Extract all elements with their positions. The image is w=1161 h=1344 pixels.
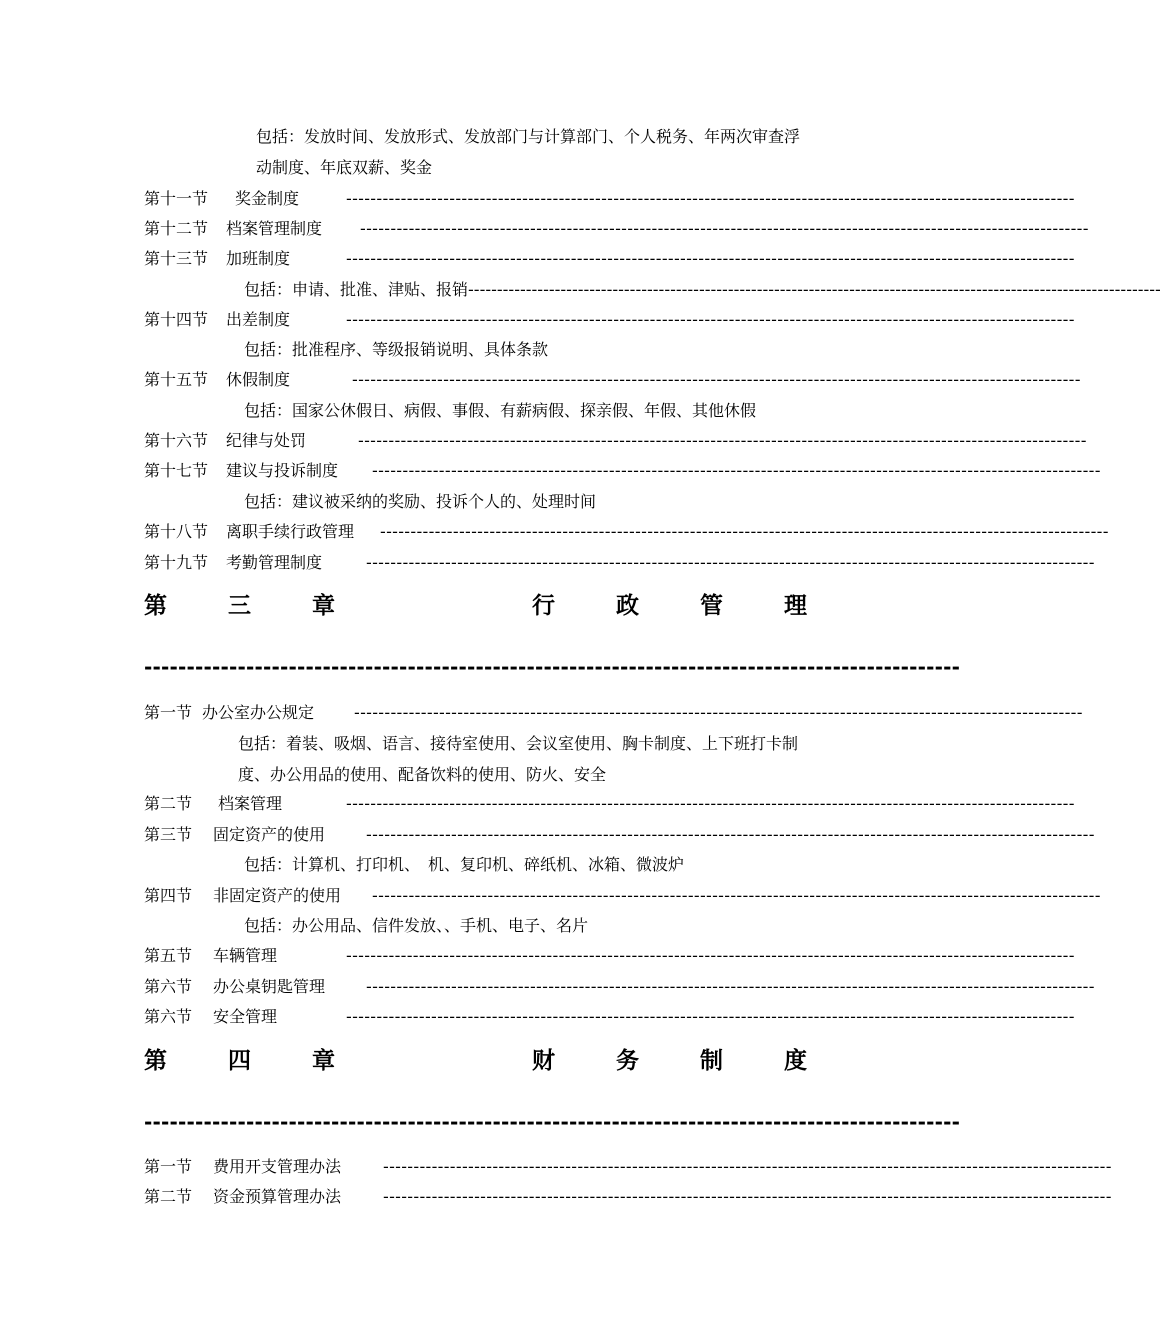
leader-dots: ------------------------------------------------------------------------------------------------------------------------ [366,977,1095,996]
section-includes [244,487,596,517]
chapter-leader-dots: ------------------------------------------------------------------------------------------------ [144,1110,961,1134]
section-title: 奖金制度 [235,189,300,208]
leader-dots: ------------------------------------------------------------------------------------------------------------------------ [372,461,1101,480]
section-number: 第五节 [144,946,193,965]
section-title: 安全管理 [213,1007,278,1026]
leader-dots: ------------------------------------------------------------------------------------------------------------------------ [383,1187,1112,1206]
section-number: 第四节 [144,886,193,905]
leader-dots: ------------------------------------------------------------------------------------------------------------------------ [383,1157,1112,1176]
leader-dots: ------------------------------------------------------------------------------------------------------------------------ [468,280,1161,299]
section-title: 离职手续行政管理 [226,522,355,541]
chapter-char: 章 [312,593,335,619]
section-number: 第十六节 [144,431,209,450]
toc-entry-s11 [0,184,1075,214]
toc-entry-s18 [0,517,1109,547]
section-title: 考勤管理制度 [226,553,323,572]
toc-entry-c3-s6b [0,1002,1075,1032]
toc-entry-c3-s6a [0,972,1095,1002]
section-number: 第十二节 [144,219,209,238]
chapter-char: 四 [228,1048,251,1074]
toc-entry-c4-s1 [0,1152,1112,1182]
section-number: 第十四节 [144,310,209,329]
section-title: 档案管理制度 [226,219,323,238]
section-number: 第一节 [144,1157,193,1176]
leader-dots: ------------------------------------------------------------------------------------------------------------------------ [366,553,1095,572]
leader-dots: ------------------------------------------------------------------------------------------------------------------------ [346,1007,1075,1026]
section-number: 第十九节 [144,553,209,572]
leader-dots: ------------------------------------------------------------------------------------------------------------------------ [346,189,1075,208]
chapter-heading [144,588,808,624]
chapter-char: 章 [312,1048,335,1074]
leader-dots: ------------------------------------------------------------------------------------------------------------------------ [352,370,1081,389]
section-title: 档案管理 [218,794,283,813]
section-includes [244,850,684,880]
toc-entry-s17 [0,456,1101,486]
toc-entry-s13 [0,244,1075,274]
leader-dots: ------------------------------------------------------------------------------------------------------------------------ [372,886,1101,905]
section-includes [244,335,548,365]
section-title: 办公室办公规定 [202,703,315,722]
toc-entry-s15 [0,365,1081,395]
leader-dots: ------------------------------------------------------------------------------------------------------------------------ [346,946,1075,965]
toc-entry-c3-s3 [0,820,1095,850]
includes-text: 包括：计算机、打印机、 机、复印机、碎纸机、冰箱、微波炉 [244,855,685,874]
section-title: 资金预算管理办法 [213,1187,342,1206]
chapter-char: 理 [784,593,807,619]
section-title: 出差制度 [226,310,291,329]
toc-entry-c3-s5 [0,941,1075,971]
section-number: 第十五节 [144,370,209,389]
section-number: 第十八节 [144,522,209,541]
section-title: 休假制度 [226,370,291,389]
chapter-char: 财 [532,1048,555,1074]
section-number: 第三节 [144,825,193,844]
section-number: 第六节 [144,1007,193,1026]
chapter-char: 三 [228,593,251,619]
chapter-char: 第 [144,593,167,619]
toc-entry-c4-s2 [0,1182,1112,1212]
section-title: 费用开支管理办法 [213,1157,342,1176]
leader-dots: ------------------------------------------------------------------------------------------------------------------------ [366,825,1095,844]
section-title: 非固定资产的使用 [213,886,342,905]
section-number: 第二节 [144,1187,193,1206]
includes-text: 包括：办公用品、信件发放、、手机、电子、名片 [244,916,589,935]
chapter-char: 行 [532,593,555,619]
section-includes: 包括：着装、吸烟、语言、接待室使用、会议室使用、胸卡制度、上下班打卡制度、办公用品的使用、配备饮料的使用、防火、安全 [238,734,799,784]
chapter-heading [144,1043,808,1079]
section-includes [244,396,756,426]
section-number: 第十七节 [144,461,209,480]
section-number: 第十三节 [144,249,209,268]
section-number: 第十一节 [144,189,209,208]
section-number: 第六节 [144,977,193,996]
section-number: 第一节 [144,703,193,722]
toc-entry-s19 [0,548,1095,578]
leader-dots: ------------------------------------------------------------------------------------------------------------------------ [360,219,1089,238]
section-title: 加班制度 [226,249,291,268]
section-title: 纪律与处罚 [226,431,307,450]
section-title: 办公桌钥匙管理 [213,977,326,996]
chapter-char: 政 [616,593,639,619]
includes-text: 包括：建议被采纳的奖励、投诉个人的、处理时间 [244,492,597,511]
section-includes: 包括：发放时间、发放形式、发放部门与计算部门、个人税务、年两次审查浮动制度、年底双薪、奖金 [256,127,801,177]
section-number: 第二节 [144,794,193,813]
leader-dots: ------------------------------------------------------------------------------------------------------------------------ [346,310,1075,329]
chapter-leader-dots: ------------------------------------------------------------------------------------------------ [144,655,961,679]
includes-text: 包括：申请、批准、津贴、报销 [244,280,469,299]
section-includes [244,275,1161,305]
section-title: 车辆管理 [213,946,278,965]
leader-dots: ------------------------------------------------------------------------------------------------------------------------ [346,249,1075,268]
includes-text: 包括：国家公休假日、病假、事假、有薪病假、探亲假、年假、其他休假 [244,401,757,420]
leader-dots: ------------------------------------------------------------------------------------------------------------------------ [354,703,1083,722]
section-title: 建议与投诉制度 [226,461,339,480]
toc-entry-c3-s2 [0,789,1075,819]
chapter-char: 制 [700,1048,723,1074]
chapter-char: 第 [144,1048,167,1074]
chapter-char: 度 [784,1048,807,1074]
leader-dots: ------------------------------------------------------------------------------------------------------------------------ [346,794,1075,813]
includes-text: 包括：批准程序、等级报销说明、具体条款 [244,340,549,359]
toc-entry-c3-s1 [0,698,1083,728]
section-title: 固定资产的使用 [213,825,326,844]
section-includes [244,911,588,941]
chapter-char: 管 [700,593,723,619]
leader-dots: ------------------------------------------------------------------------------------------------------------------------ [380,522,1109,541]
leader-dots: ------------------------------------------------------------------------------------------------------------------------ [358,431,1087,450]
toc-entry-s12 [0,214,1089,244]
toc-entry-s14 [0,305,1075,335]
toc-entry-c3-s4 [0,881,1101,911]
chapter-char: 务 [616,1048,639,1074]
toc-entry-s16 [0,426,1087,456]
